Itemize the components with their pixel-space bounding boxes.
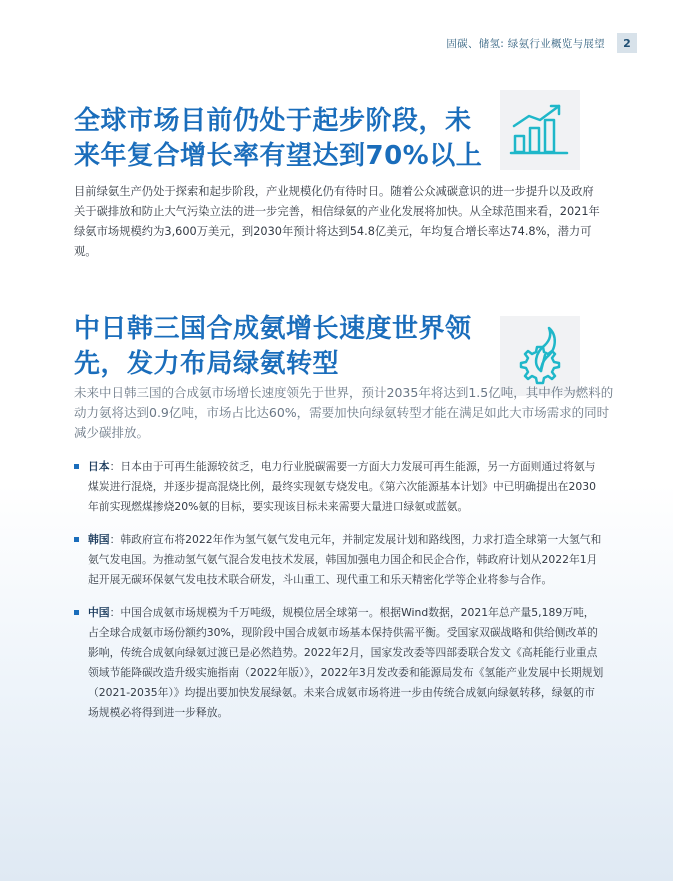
bullet-label: 中国: [88, 606, 110, 619]
section-title-cjk-growth: 中日韩三国合成氨增长速度世界领先，发力布局绿氨转型: [74, 314, 472, 379]
bullet-korea: [74, 530, 604, 590]
bullet-square-icon: [74, 537, 79, 542]
bullet-text: ：中国合成氨市场规模为千万吨级，规模位居全球第一。根据Wind数据，2021年总产量5,189万吨，占全球合成氨市场份额约30%，现阶段中国合成氨市场基本保持供需平衡。受国家双碳战略和供给侧改革的影响，传统合成氨向绿氨过渡已是必然趋势。2022年2月，国家发改委等四部委联合发文《高耗能行业重点领域节能降碳改造升级实施指南（2022年版）》，2022年3月发改委和能源局发布《氢能产业发展中长期规划（2021-2035年）》均提出要加快发展绿氨。未来合成氨市场将进一步由传统合成氨向绿氨转移，绿氨的市场规模必将得到进一步释放。: [88, 606, 604, 719]
global-market-paragraph: 目前绿氨生产仍处于探索和起步阶段，产业规模化仍有待时日。随着公众减碳意识的进一步提升以及政府关于碳排放和防止大气污染立法的进一步完善，相信绿氨的产业化发展将加快。从全球范围来看，2021年绿氨市场规模约为3,600万美元，到2030年预计将达到54.8亿美元，年均复合增长率达74.8%，潜力可观。: [74, 185, 600, 258]
country-bullet-list: [74, 457, 604, 736]
bullet-text: ：韩政府宣布将2022年作为氢气氨气发电元年，并制定发展计划和路线图，力求打造全球第一大氢气和氨气发电国。为推动氢气氨气混合发电技术发展，韩国加强电力国企和民企合作，韩政府计划从2022年1月起开展无碳环保氨气发电技术联合研发，斗山重工、现代重工和乐天精密化学等企业将参与合作。: [88, 533, 602, 586]
bullet-square-icon: [74, 464, 79, 469]
bullet-text: ：日本由于可再生能源较贫乏，电力行业脱碳需要一方面大力发展可再生能源，另一方面则通过将氨与煤炭进行混烧，并逐步提高混烧比例，最终实现氨专烧发电。《第六次能源基本计划》中已明确提出在2030年前实现燃煤掺烧20%氨的目标，要实现该目标未来需要大量进口绿氨或蓝氨。: [88, 460, 596, 513]
page-header: [446, 33, 637, 53]
header-title: 固碳、储氢: 绿氨行业概览与展望: [446, 37, 605, 50]
bullet-japan: [74, 457, 604, 517]
bullet-label: 日本: [88, 460, 110, 473]
cjk-intro-paragraph: 未来中日韩三国的合成氨市场增长速度领先于世界，预计2035年将达到1.5亿吨，其中作为燃料的动力氨将达到0.9亿吨，市场占比达60%，需要加快向绿氨转型才能在满足如此大市场需求的同时减少碳排放。: [74, 385, 614, 440]
bullet-china: [74, 603, 604, 723]
page-number: 2: [617, 33, 637, 53]
bullet-label: 韩国: [88, 533, 110, 546]
section-title-global-market: 全球市场目前仍处于起步阶段，未来年复合增长率有望达到70%以上: [74, 106, 483, 171]
bar-chart-growth-icon: [500, 90, 580, 170]
bullet-square-icon: [74, 610, 79, 615]
